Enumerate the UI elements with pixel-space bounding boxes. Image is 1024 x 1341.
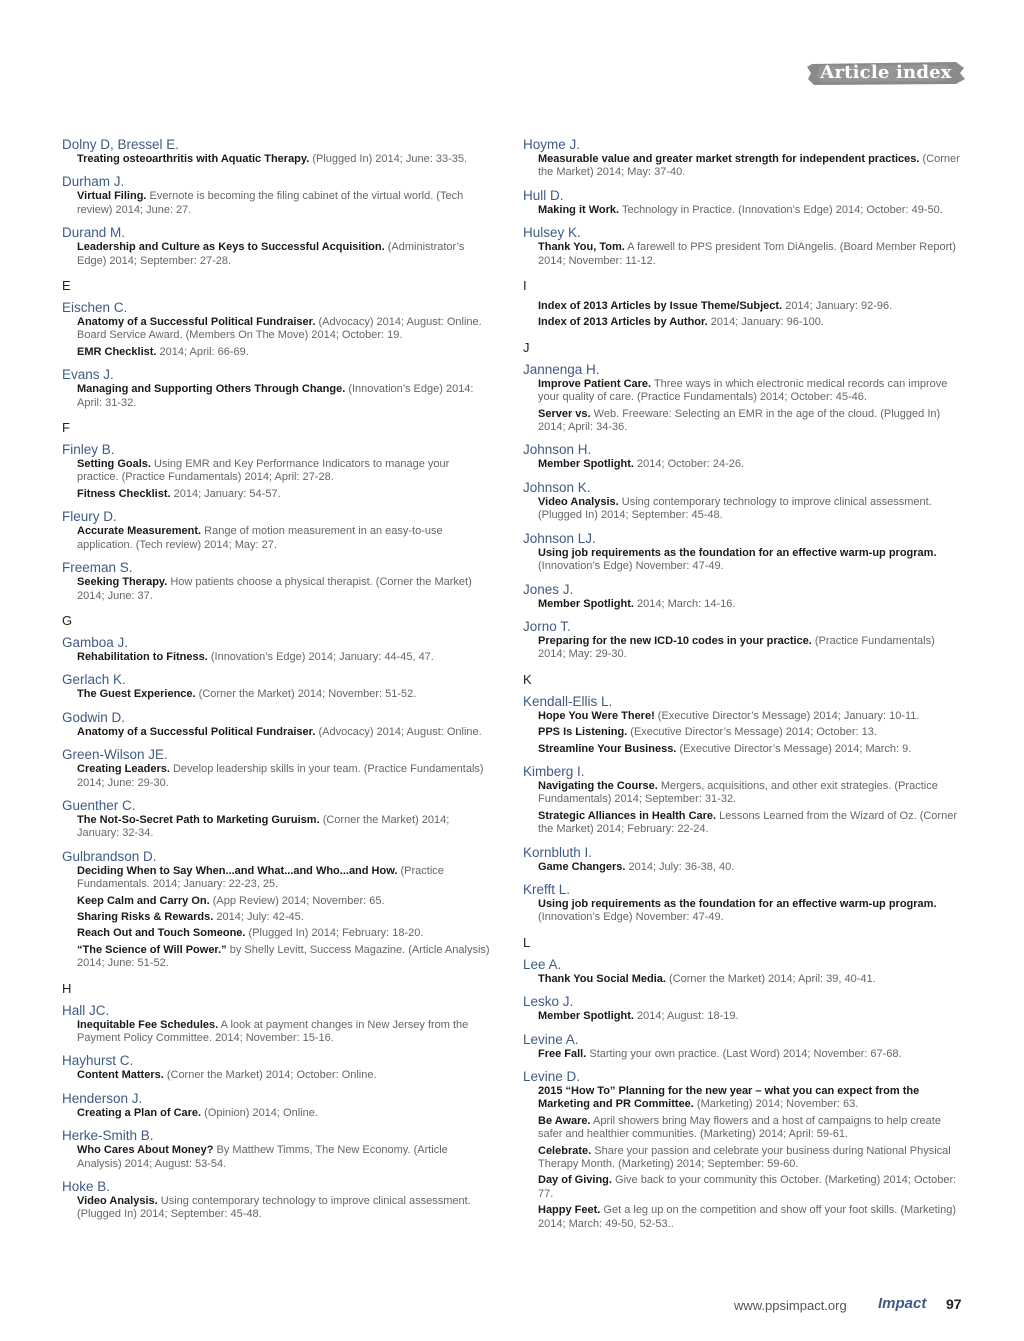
article-item (523, 378, 961, 405)
article-detail: 2014; March: 14-16. (633, 597, 736, 610)
article-detail: Web. Freeware: Selecting an EMR in the age of the cloud. (Plugged In) 2014; April: 34-36. (538, 407, 941, 434)
author-name: Eischen C. (62, 300, 128, 316)
article-detail: 2014; April: 66-69. (156, 345, 249, 358)
author-name: Hoke B. (62, 1179, 111, 1195)
article-title: Free Fall. (538, 1047, 587, 1060)
article-item (62, 1144, 490, 1171)
article-title: Thank You, Tom. (538, 241, 625, 254)
article-detail: (Plugged In) 2014; June: 33-35. (309, 153, 468, 165)
article-item (523, 204, 961, 217)
author-name: Herke-Smith B. (62, 1128, 154, 1144)
index-entry (62, 509, 490, 552)
article-detail: 2014; January: 96-100. (707, 316, 824, 329)
author-name: Hull D. (523, 187, 564, 203)
article-item (523, 780, 961, 807)
article-title: Measurable value and greater market strength for independent practices. (538, 153, 920, 165)
index-entry (62, 672, 490, 701)
article-detail: 2014; January: 54-57. (170, 487, 281, 500)
article-title: Index of 2013 Articles by Issue Theme/Subject. (538, 300, 783, 313)
article-title: Thank You Social Media. (538, 972, 666, 985)
article-item (523, 1048, 961, 1061)
article-item (523, 1010, 961, 1023)
article-index-title: Article index (820, 62, 952, 83)
article-item (523, 1085, 961, 1112)
author-name: Gulbrandson D. (62, 848, 157, 864)
author-name: Levine D. (523, 1069, 581, 1084)
article-item (62, 241, 490, 268)
author-name: Kendall-Ellis L. (523, 693, 613, 709)
article-detail: 2014; August: 18-19. (633, 1010, 739, 1023)
article-title: Inequitable Fee Schedules. (77, 1018, 219, 1031)
footer-url[interactable]: www.ppsimpact.org (734, 1298, 847, 1313)
author-name: Finley B. (62, 442, 115, 458)
index-entry (62, 849, 490, 971)
index-entry (62, 300, 490, 359)
index-entry (523, 480, 961, 523)
article-title: Treating osteoarthritis with Aquatic Therapy. (77, 153, 310, 165)
index-entry (523, 531, 961, 574)
author-name: Fleury D. (62, 509, 117, 525)
index-entry (523, 764, 961, 837)
author-name: Gamboa J. (62, 634, 129, 650)
index-entry (523, 582, 961, 611)
article-title: Member Spotlight. (538, 597, 634, 610)
article-item (523, 810, 961, 837)
article-detail: Get a leg up on the competition and show off your foot skills. (Marketing) 2014; March: 49-50, 52-53.. (538, 1204, 957, 1230)
article-detail: (Corner the Market) 2014; November: 51-52. (195, 688, 417, 701)
article-title: Managing and Supporting Others Through Change. (77, 383, 346, 396)
article-title: Using job requirements as the foundation for an effective warm-up program. (538, 897, 937, 910)
index-entry (62, 225, 490, 268)
article-item (62, 688, 490, 701)
index-column-left (62, 137, 490, 1230)
article-detail: (Practice Fundamentals. 2014; January: 22-23, 25. (77, 864, 444, 891)
article-detail: April showers bring May flowers and a host of campaigns to help create safer and healthier communities. (Marketing) 2014; April: 59-61. (538, 1114, 941, 1141)
article-item (523, 861, 961, 874)
page-number: 97 (946, 1296, 962, 1312)
article-detail: Develop leadership skills in your team. (Practice Fundamentals) 2014; June: 29-30. (77, 763, 484, 789)
article-detail: 2014; July: 36-38, 40. (625, 860, 735, 873)
article-title: Game Changers. (538, 860, 626, 873)
article-title: Hope You Were There! (538, 709, 655, 722)
article-item (523, 1115, 961, 1142)
author-name: Jones J. (523, 581, 574, 597)
article-title: Celebrate. (538, 1144, 592, 1157)
author-name: Hayhurst C. (62, 1053, 134, 1069)
article-detail: 2014; October: 24-26. (633, 458, 745, 471)
article-title: Streamline Your Business. (538, 742, 677, 755)
article-item (523, 408, 961, 435)
article-detail: (Innovation’s Edge) 2014: April: 31-32. (77, 383, 474, 409)
article-detail: Evernote is becoming the filing cabinet of the virtual world. (Tech review) 2014; June: 27. (77, 190, 464, 216)
article-detail: (Innovation’s Edge) November: 47-49. (538, 911, 724, 924)
section-letter: I (523, 278, 527, 294)
article-item (62, 576, 490, 603)
article-title: Rehabilitation to Fitness. (77, 650, 208, 663)
article-detail: Using EMR and Key Performance Indicators to manage your practice. (Practice Fundamentals) 2014; April: 27-28. (77, 458, 450, 484)
author-name: Hulsey K. (523, 225, 581, 241)
article-title: Sharing Risks & Rewards. (77, 910, 214, 923)
page-footer (700, 1295, 964, 1317)
author-name: Jannenga H. (523, 361, 600, 377)
article-detail: (Innovation’s Edge) 2014; January: 44-45, 47. (207, 650, 434, 663)
article-detail: (Corner the Market) 2014; January: 32-34. (77, 813, 450, 840)
footer-brand-logo: Impact (878, 1295, 927, 1312)
article-detail: Using contemporary technology to improve clinical assessment. (Plugged In) 2014; September: 45-48. (77, 1195, 471, 1221)
article-detail: Mergers, acquisitions, and other exit strategies. (Practice Fundamentals) 2014; September: 31-32. (538, 779, 938, 806)
author-name: Johnson H. (523, 442, 592, 458)
index-entry (62, 1053, 490, 1082)
article-detail: (Opinion) 2014; Online. (201, 1106, 318, 1119)
section-letter: G (62, 612, 73, 628)
article-item (523, 726, 961, 739)
article-index-badge (806, 60, 966, 86)
article-title: Index of 2013 Articles by Author. (538, 316, 708, 329)
article-title: Video Analysis. (77, 1195, 158, 1208)
author-name: Johnson K. (523, 479, 591, 495)
article-title: Leadership and Culture as Keys to Successful Acquisition. (77, 241, 385, 254)
article-title: 2015 “How To” Planning for the new year – what you can expect from the Marketing and PR Committee. (538, 1085, 920, 1111)
author-name: Evans J. (62, 367, 114, 383)
article-title: Anatomy of a Successful Political Fundraiser. (77, 725, 316, 738)
article-title: Creating a Plan of Care. (77, 1106, 202, 1119)
article-item (62, 346, 490, 359)
article-item (523, 1174, 961, 1201)
article-detail: (Administrator’s Edge) 2014; September: 27-28. (77, 241, 465, 267)
index-entry (62, 442, 490, 501)
section-letter: L (523, 934, 531, 950)
article-item (62, 316, 490, 343)
article-item (62, 525, 490, 552)
index-entry (62, 635, 490, 664)
index-entry (62, 1091, 490, 1120)
article-detail: (Advocacy) 2014; August: Online. (315, 725, 482, 738)
article-detail: (Advocacy) 2014; August: Online. Board Service Award. (Members On The Move) 2014; October: 19. (77, 316, 482, 342)
author-name: Henderson J. (62, 1090, 143, 1106)
article-detail: (Corner the Market) 2014; April: 39, 40-41. (665, 972, 876, 985)
article-item (523, 710, 961, 723)
author-name: Hoyme J. (523, 137, 581, 152)
author-name: Johnson LJ. (523, 530, 596, 546)
section-letter: K (523, 671, 532, 687)
index-entry (523, 442, 961, 471)
article-detail: Technology in Practice. (Innovation’s Edge) 2014; October: 49-50. (619, 203, 943, 216)
index-entry (62, 367, 490, 410)
article-item (62, 911, 490, 924)
article-detail: Using contemporary technology to improve clinical assessment. (Plugged In) 2014; September: 45-48. (538, 495, 932, 522)
author-name: Hall JC. (62, 1002, 110, 1018)
article-item (62, 814, 490, 841)
article-detail: 2014; January: 92-96. (782, 300, 893, 313)
article-item (523, 458, 961, 471)
article-detail: (Corner the Market) 2014; May: 37-40. (538, 153, 960, 179)
index-entry (62, 1128, 490, 1171)
article-detail: (Practice Fundamentals) 2014; May: 29-30. (538, 634, 935, 661)
section-letter: H (62, 980, 72, 996)
article-title: Day of Giving. (538, 1174, 612, 1187)
article-item (523, 316, 961, 329)
author-name: Godwin D. (62, 709, 126, 725)
article-item (523, 547, 961, 574)
article-item (523, 973, 961, 986)
index-entry (62, 560, 490, 603)
article-title: Strategic Alliances in Health Care. (538, 809, 717, 822)
article-item (62, 927, 490, 940)
article-item (62, 153, 490, 166)
article-detail: 2014; July: 42-45. (213, 910, 304, 923)
article-title: Seeking Therapy. (77, 576, 168, 589)
author-name: Lee A. (523, 956, 562, 972)
article-title: Member Spotlight. (538, 458, 634, 471)
article-item (523, 496, 961, 523)
article-title: Setting Goals. (77, 458, 151, 471)
article-title: Video Analysis. (538, 495, 619, 508)
article-detail: By Matthew Timms, The New Economy. (Article Analysis) 2014; August: 53-54. (77, 1144, 448, 1170)
index-entry (523, 845, 961, 874)
index-entry (523, 957, 961, 986)
article-title: “The Science of Will Power.” (77, 943, 227, 956)
article-detail: How patients choose a physical therapist. (Corner the Market) 2014; June: 37. (77, 576, 472, 602)
author-name: Guenther C. (62, 797, 136, 813)
index-entry (62, 174, 490, 217)
article-title: Content Matters. (77, 1069, 164, 1082)
index-entry (523, 1032, 961, 1061)
index-column-right (523, 137, 961, 1239)
author-name: Durham J. (62, 174, 125, 190)
section-letter: J (523, 339, 530, 355)
article-detail: (App Review) 2014; November: 65. (209, 894, 385, 907)
section-letter: F (62, 420, 70, 436)
section-letter: E (62, 278, 71, 294)
article-detail: (Corner the Market) 2014; October: Online. (163, 1069, 377, 1082)
author-name: Kornbluth I. (523, 844, 593, 860)
article-item (62, 488, 490, 501)
index-entry (523, 1069, 961, 1231)
article-title: EMR Checklist. (77, 345, 157, 358)
article-item (62, 763, 490, 790)
index-entry (62, 798, 490, 841)
index-entry (523, 137, 961, 180)
article-title: Reach Out and Touch Someone. (77, 927, 246, 940)
article-item (62, 190, 490, 217)
article-detail: (Marketing) 2014; November: 63. (693, 1098, 859, 1111)
article-detail: (Executive Director’s Message) 2014; January: 10-11. (654, 709, 920, 722)
article-title: Making it Work. (538, 203, 620, 216)
article-title: Improve Patient Care. (538, 377, 652, 390)
article-item (62, 383, 490, 410)
article-detail: A look at payment changes in New Jersey from the Payment Policy Committee. 2014; November: 15-16. (77, 1018, 469, 1044)
article-detail: (Executive Director’s Message) 2014; October: 13. (627, 726, 877, 739)
author-name: Lesko J. (523, 994, 574, 1010)
article-item (523, 241, 961, 268)
article-item (523, 898, 961, 925)
article-title: Navigating the Course. (538, 779, 658, 792)
article-title: The Not-So-Secret Path to Marketing Guruism. (77, 813, 320, 826)
index-entry (523, 619, 961, 662)
article-item (62, 865, 490, 892)
article-detail: Range of motion measurement in an easy-to-use application. (Tech review) 2014; May: 27. (77, 525, 443, 551)
article-title: Be Aware. (538, 1114, 591, 1127)
article-detail: Three ways in which electronic medical records can improve your quality of care. (Practice Fundamentals) 2014; October: 45-46. (538, 377, 948, 404)
article-title: PPS Is Listening. (538, 726, 628, 739)
article-detail: Give back to your community this October. (Marketing) 2014; October: 77. (538, 1174, 957, 1200)
index-entry (523, 225, 961, 268)
author-name: Gerlach K. (62, 672, 126, 688)
article-title: Server vs. (538, 407, 591, 420)
article-item (523, 153, 961, 180)
index-entry (523, 882, 961, 925)
article-detail: (Executive Director’s Message) 2014; March: 9. (676, 742, 912, 755)
article-title: Preparing for the new ICD-10 codes in your practice. (538, 634, 812, 647)
author-name: Dolny D, Bressel E. (62, 137, 180, 152)
index-entry (523, 300, 961, 330)
index-entry (62, 747, 490, 790)
article-title: Happy Feet. (538, 1204, 601, 1217)
author-name: Freeman S. (62, 560, 133, 576)
article-item (523, 1145, 961, 1172)
article-title: Who Cares About Money? (77, 1144, 214, 1157)
article-title: Deciding When to Say When...and What...and Who...and How. (77, 864, 398, 877)
index-entry (523, 694, 961, 756)
article-title: The Guest Experience. (77, 688, 196, 701)
article-title: Member Spotlight. (538, 1010, 634, 1023)
index-entry (62, 1179, 490, 1222)
article-item (523, 743, 961, 756)
author-name: Levine A. (523, 1031, 579, 1047)
article-item (62, 458, 490, 485)
article-item (62, 944, 490, 971)
article-item (62, 895, 490, 908)
article-detail: Starting your own practice. (Last Word) 2014; November: 67-68. (586, 1047, 902, 1060)
article-detail: Lessons Learned from the Wizard of Oz. (Corner the Market) 2014; February: 22-24. (538, 809, 957, 836)
article-item (523, 1204, 961, 1231)
index-entry (62, 1003, 490, 1046)
article-detail: (Innovation’s Edge) November: 47-49. (538, 560, 724, 573)
article-title: Anatomy of a Successful Political Fundraiser. (77, 316, 316, 329)
article-item (62, 1195, 490, 1222)
index-entry (62, 710, 490, 739)
index-entry (523, 362, 961, 435)
article-title: Accurate Measurement. (77, 525, 202, 538)
author-name: Kimberg I. (523, 763, 585, 779)
article-title: Virtual Filing. (77, 190, 147, 203)
article-detail: A farewell to PPS president Tom DiAngelis. (Board Member Report) 2014; November: 11-12. (538, 241, 956, 267)
author-name: Jorno T. (523, 618, 571, 634)
article-detail: (Plugged In) 2014; February: 18-20. (245, 927, 424, 940)
index-entry (62, 137, 490, 166)
article-item (523, 635, 961, 662)
author-name: Green-Wilson JE. (62, 747, 168, 763)
article-item (523, 300, 961, 313)
article-title: Creating Leaders. (77, 763, 170, 776)
index-entry (523, 994, 961, 1023)
article-title: Using job requirements as the foundation for an effective warm-up program. (538, 546, 937, 559)
article-detail: Share your passion and celebrate your business during National Physical Therapy Month. (Marketing) 2014; September: 59-60. (538, 1144, 951, 1171)
article-title: Fitness Checklist. (77, 487, 171, 500)
index-entry (523, 188, 961, 217)
article-item (62, 1069, 490, 1082)
author-name: Krefft L. (523, 881, 571, 897)
author-name: Durand M. (62, 225, 126, 241)
article-item (62, 1019, 490, 1046)
article-item (62, 1107, 490, 1120)
article-detail: by Shelly Levitt, Success Magazine. (Article Analysis) 2014; June: 51-52. (77, 943, 490, 970)
article-item (523, 598, 961, 611)
article-title: Keep Calm and Carry On. (77, 894, 210, 907)
article-item (62, 651, 490, 664)
article-item (62, 726, 490, 739)
